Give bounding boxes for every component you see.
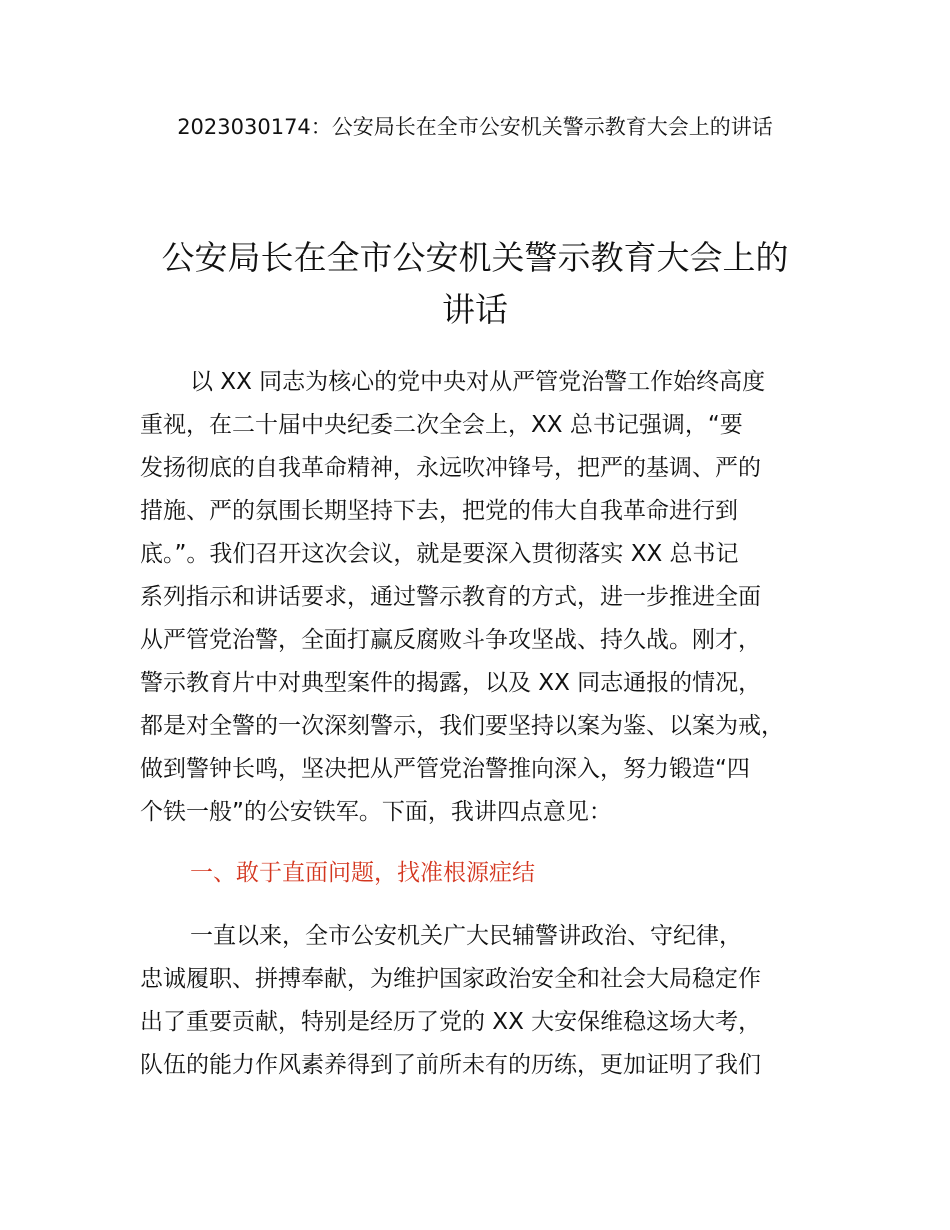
paragraph-line: 警示教育片中对典型案件的揭露，以及 XX 同志通报的情况， <box>140 670 762 696</box>
paragraph-intro <box>140 361 840 834</box>
title-line-1: 公安局长在全市公安机关警示教育大会上的 <box>161 238 789 277</box>
document-header: 2023030174：公安局长在全市公安机关警示教育大会上的讲话 <box>177 115 773 139</box>
paragraph-line: 个铁一般”的公安铁军。下面，我讲四点意见： <box>140 799 612 825</box>
paragraph-line: 系列指示和讲话要求，通过警示教育的方式，进一步推进全面 <box>140 584 761 610</box>
paragraph-line: 重视，在二十届中央纪委二次全会上，XX 总书记强调，“要 <box>140 412 743 438</box>
paragraph-line: 底。”。我们召开这次会议，就是要深入贯彻落实 XX 总书记 <box>140 541 739 567</box>
paragraph-line: 都是对全警的一次深刻警示，我们要坚持以案为鉴、以案为戒， <box>140 713 784 739</box>
paragraph-line: 以 XX 同志为核心的党中央对从严管党治警工作始终高度 <box>190 369 766 395</box>
paragraph-line: 发扬彻底的自我革命精神，永远吹冲锋号，把严的基调、严的 <box>140 455 761 481</box>
paragraph-line: 做到警钟长鸣，坚决把从严管党治警推向深入，努力锻造“四 <box>140 756 750 782</box>
section-heading-1: 一、敢于直面问题，找准根源症结 <box>190 860 535 886</box>
paragraph-line: 忠诚履职、拼搏奉献，为维护国家政治安全和社会大局稳定作 <box>140 966 761 992</box>
document-title <box>140 232 810 336</box>
title-line-2: 讲话 <box>442 290 508 329</box>
paragraph-line: 出了重要贡献，特别是经历了党的 XX 大安保维稳这场大考， <box>140 1009 762 1035</box>
paragraph-section-1 <box>140 915 840 1087</box>
paragraph-line: 从严管党治警，全面打赢反腐败斗争攻坚战、持久战。刚才， <box>140 627 761 653</box>
paragraph-line: 措施、严的氛围长期坚持下去，把党的伟大自我革命进行到 <box>140 498 738 524</box>
paragraph-line: 队伍的能力作风素养得到了前所未有的历练，更加证明了我们 <box>140 1052 761 1078</box>
paragraph-line: 一直以来，全市公安机关广大民辅警讲政治、守纪律， <box>190 923 742 949</box>
